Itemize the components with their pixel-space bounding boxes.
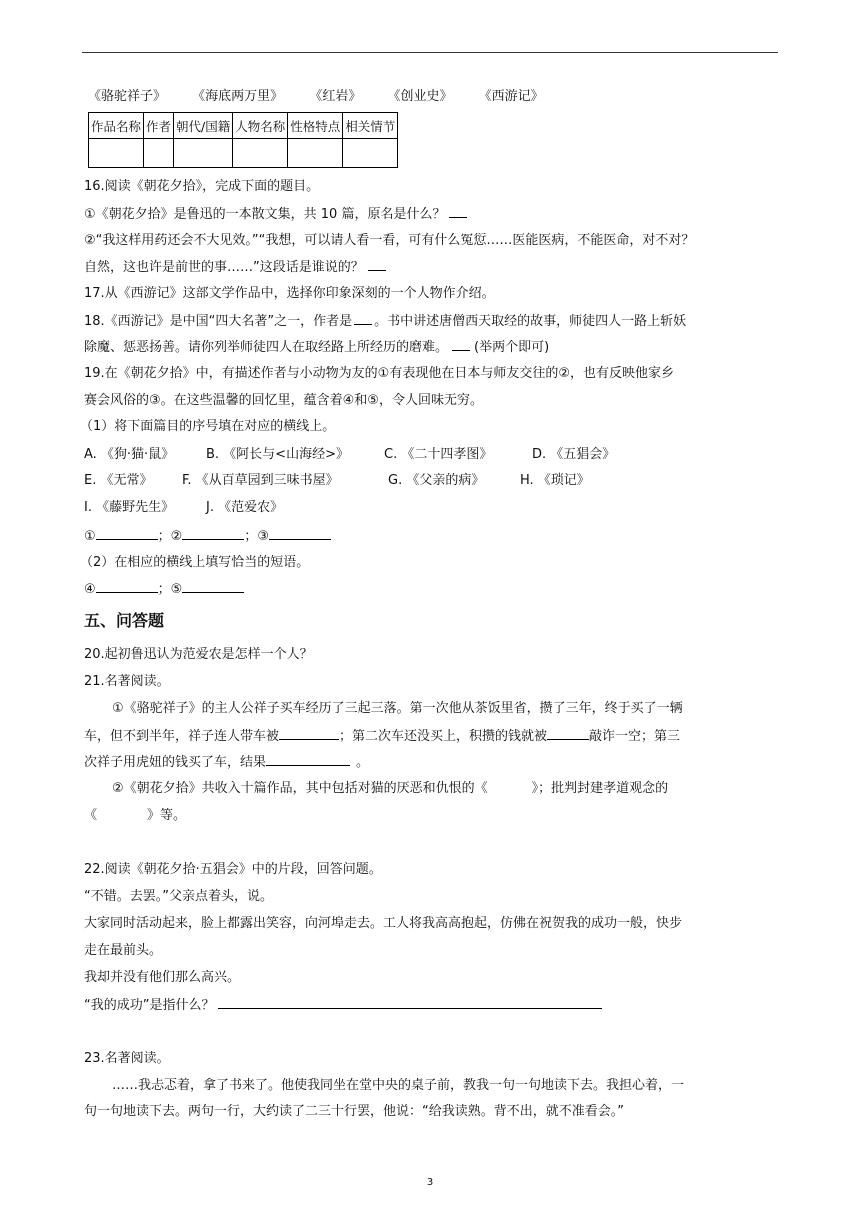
- answer-blank[interactable]: [218, 996, 602, 1009]
- q23-line1: ……我忐忑着，拿了书来了。他使我同坐在堂中央的桌子前，教我一句一句地读下去。我担心着，一: [112, 1078, 685, 1093]
- q21-text: ；第二次车还没买上，积攒的钱就被: [339, 729, 548, 744]
- table-header-cell: 相关情节: [343, 113, 398, 139]
- work-title: 《红岩》: [309, 89, 362, 104]
- answer-cell[interactable]: [233, 139, 288, 168]
- option: F. 《从百草园到三味书屋》: [182, 473, 339, 488]
- q21-text: 。: [356, 755, 370, 770]
- q18-text-a: 18.《西游记》是中国“四大名著”之一，作者是: [84, 314, 353, 329]
- option: G. 《父亲的病》: [388, 473, 485, 488]
- q18-text-b: 。书中讲述唐僧西天取经的故事，师徒四人一路上斩妖: [374, 314, 687, 329]
- answer-blank[interactable]: [182, 527, 244, 540]
- answer-blank[interactable]: [547, 727, 589, 740]
- q20: 20.起初鲁迅认为范爱农是怎样一个人？: [84, 647, 313, 662]
- option: C. 《二十四孝图》: [384, 447, 493, 462]
- header-rule: [82, 52, 778, 53]
- answer-blank[interactable]: [354, 312, 372, 325]
- option: E. 《无常》: [84, 473, 153, 488]
- q23-line2: 句一句地读下去。两句一行，大约读了二三十行罢，他说：“给我读熟。背不出，就不准看会。”: [84, 1104, 624, 1119]
- table-header-cell: 性格特点: [288, 113, 343, 139]
- q21-line4: [112, 780, 668, 798]
- q16-part2-text: 自然，这也许是前世的事……”这段话是谁说的？: [84, 260, 364, 275]
- q18-text-c: 除魔、惩恶扬善。请你列举师徒四人在取经路上所经历的磨难。: [84, 340, 449, 355]
- work-title: 《骆驼祥子》: [88, 89, 167, 104]
- table-answer-row: [89, 139, 398, 168]
- option: B. 《阿长与<山海经>》: [206, 447, 349, 462]
- answer-cell[interactable]: [144, 139, 174, 168]
- q19-sub1: （1）将下面篇目的序号填在对应的横线上。: [80, 419, 336, 434]
- q23-title: 23.名著阅读。: [84, 1051, 170, 1066]
- q19-line1: 19.在《朝花夕拾》中，有描述作者与小动物为友的①有表现他在日本与师友交往的②，也有反映他家乡: [84, 366, 674, 381]
- section-heading: 五、问答题: [84, 611, 165, 630]
- q18-line2: [84, 338, 549, 357]
- q21-line2: [84, 727, 680, 746]
- answer-blank[interactable]: [266, 753, 350, 766]
- q19-sub2: （2）在相应的横线上填写恰当的短语。: [80, 555, 310, 570]
- q16-part2-line1: ②“我这样用药还会不大见效。”“我想，可以请人看一看，可有什么冤愆……医能医病，不能医命，对不对？: [84, 233, 695, 248]
- q21-text: 》等。: [147, 808, 187, 823]
- work-title: 《海底两万里》: [192, 89, 284, 104]
- q21-text: 》；批判封建孝道观念的: [531, 781, 669, 796]
- answer-blank[interactable]: [449, 205, 467, 218]
- q21-line5: [84, 807, 186, 825]
- answer-blank[interactable]: [368, 258, 386, 271]
- q21-text: 敲诈一空；第三: [589, 729, 681, 744]
- q16-part1-text: ①《朝花夕拾》是鲁迅的一本散文集，共 10 篇，原名是什么？: [84, 207, 446, 222]
- option: I. 《藤野先生》: [84, 500, 175, 515]
- q19-options-row3: [84, 499, 283, 517]
- q21-text: 次祥子用虎妞的钱买了车，结果: [84, 755, 267, 770]
- q21-text: 《: [84, 808, 98, 823]
- q21-line3: [84, 753, 369, 772]
- answer-blank[interactable]: [269, 527, 331, 540]
- q21-text: ②《朝花夕拾》共收入十篇作品，其中包括对猫的厌恶和仇恨的《: [112, 781, 488, 796]
- answer-cell[interactable]: [288, 139, 343, 168]
- q16-part2-line2: [84, 258, 386, 277]
- fill-label: ；③: [244, 529, 269, 544]
- q18-line1: [84, 312, 686, 331]
- q22-line5: [84, 996, 602, 1015]
- fill-label: ；⑤: [157, 582, 183, 597]
- q21-line1: ①《骆驼祥子》的主人公祥子买车经历了三起三落。第一次他从茶饭里省，攒了三年，终于买了一辆: [112, 701, 683, 716]
- answer-blank[interactable]: [96, 580, 158, 593]
- option: H. 《琐记》: [520, 473, 590, 488]
- table-header-cell: 人物名称: [233, 113, 288, 139]
- work-title: 《创业史》: [387, 89, 453, 104]
- table-header-cell: 朝代/国籍: [174, 113, 233, 139]
- q22-line3: 走在最前头。: [84, 943, 163, 958]
- answer-blank[interactable]: [96, 527, 158, 540]
- table-header-cell: 作者: [144, 113, 174, 139]
- q22-line1: “不错。去罢。”父亲点着头，说。: [84, 889, 273, 904]
- q19-fill2: [84, 580, 244, 599]
- q18-text-d: (举两个即可): [474, 340, 550, 355]
- q16-title: 16.阅读《朝花夕拾》，完成下面的题目。: [84, 179, 320, 194]
- q19-fill1: [84, 527, 331, 546]
- answer-blank[interactable]: [279, 727, 339, 740]
- work-title: 《西游记》: [478, 89, 544, 104]
- answer-cell[interactable]: [343, 139, 398, 168]
- fill-label: ①: [84, 529, 96, 544]
- q22-line4: 我却并没有他们那么高兴。: [84, 970, 241, 985]
- q22-line2: 大家同时活动起来，脸上都露出笑容，向河埠走去。工人将我高高抱起，仿佛在祝贺我的成功一般，快步: [84, 916, 683, 931]
- option: D. 《五猖会》: [532, 447, 616, 462]
- table-header-cell: 作品名称: [89, 113, 144, 139]
- answer-cell[interactable]: [174, 139, 233, 168]
- works-list: [88, 88, 566, 106]
- option: J. 《范爱农》: [206, 500, 284, 515]
- q19-line2: 赛会风俗的③。在这些温馨的回忆里，蕴含着④和⑤，令人回味无穷。: [84, 393, 483, 408]
- page-number: 3: [426, 1177, 434, 1188]
- fill-label: ；②: [157, 529, 183, 544]
- q22-title: 22.阅读《朝花夕拾·五猖会》中的片段，回答问题。: [84, 862, 382, 877]
- fill-label: ④: [84, 582, 96, 597]
- answer-cell[interactable]: [89, 139, 144, 168]
- q17: 17.从《西游记》这部文学作品中，选择你印象深刻的一个人物作介绍。: [84, 286, 495, 301]
- q19-options-row1: [84, 446, 615, 464]
- table-header-row: [89, 113, 398, 139]
- q21-text: 车，但不到半年，祥子连人带车被: [84, 729, 280, 744]
- answer-blank[interactable]: [182, 580, 244, 593]
- option: A. 《狗·猫·鼠》: [84, 447, 175, 462]
- q21-title: 21.名著阅读。: [84, 674, 170, 689]
- work-info-table: [88, 112, 398, 168]
- answer-blank[interactable]: [452, 338, 470, 351]
- q19-options-row2: [84, 472, 590, 490]
- q22-question: “我的成功”是指什么？: [84, 998, 215, 1013]
- q16-part1: [84, 205, 467, 224]
